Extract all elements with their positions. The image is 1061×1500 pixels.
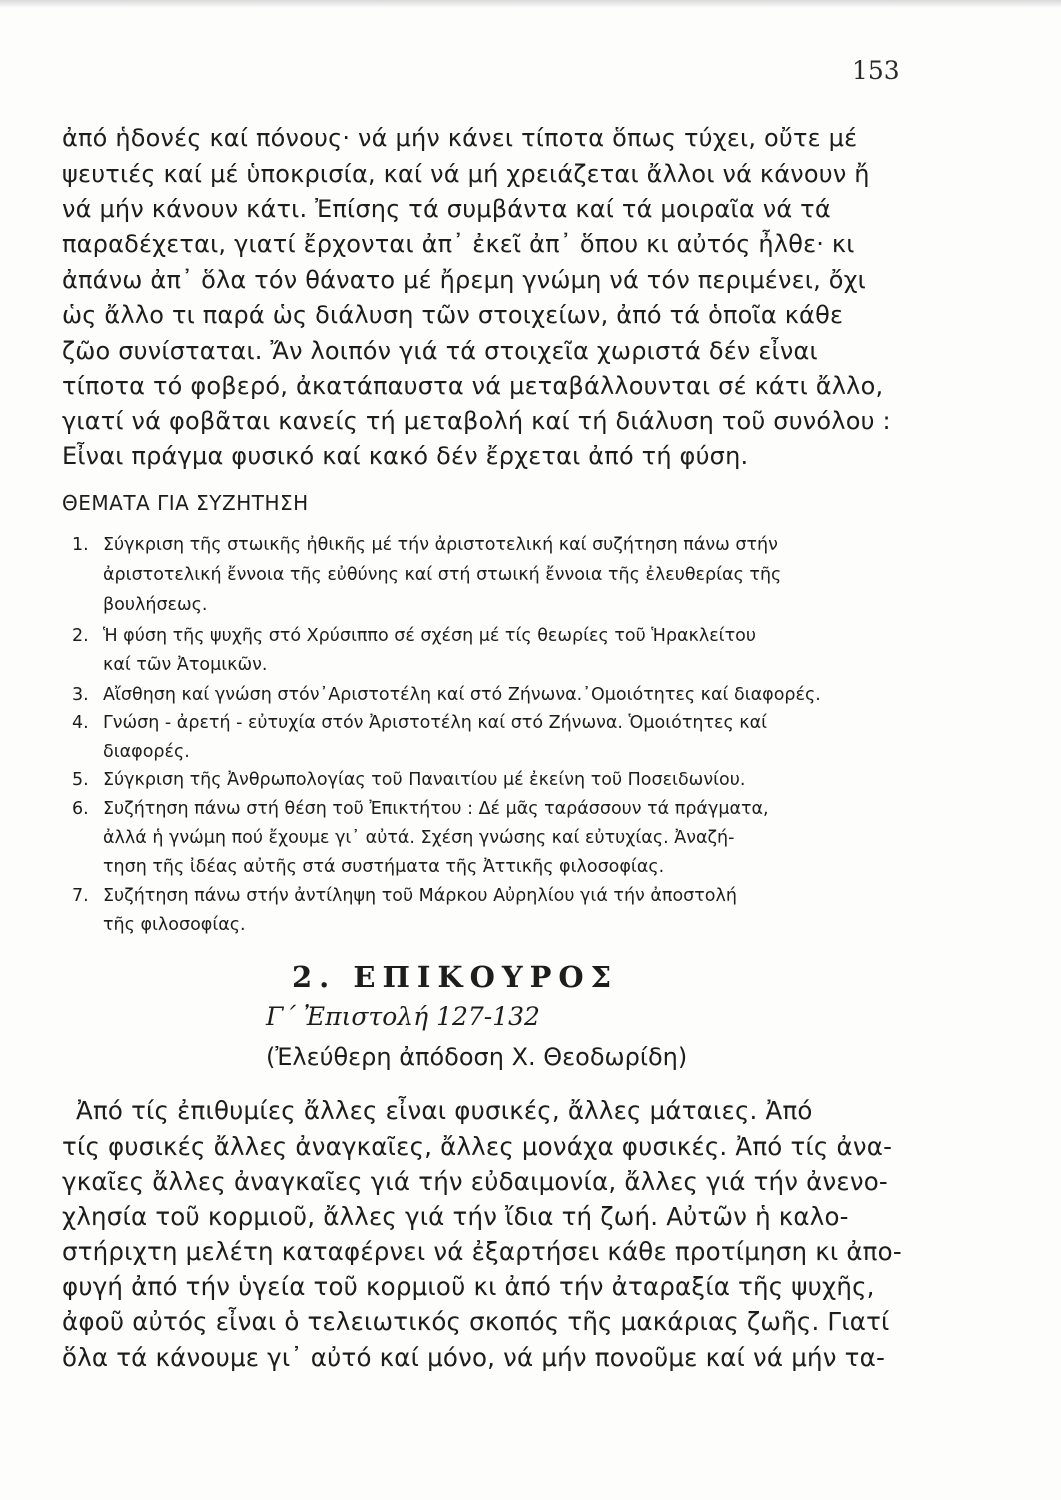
topic-line: Γνώση - ἀρετή - εὐτυχία στόν Ἀριστοτέλη καί στό Ζήνωνα. Ὁμοιότητες καί	[103, 713, 768, 733]
topic-number: 6.	[72, 799, 89, 819]
text-line: ὡς ἄλλο τι παρά ὡς διάλυση τῶν στοιχείων, ἀπό τά ὁποῖα κάθε	[62, 301, 844, 329]
text-line: νά μήν κάνουν κάτι. Ἐπίσης τά συμβάντα καί τά μοιραῖα νά τά	[62, 195, 831, 223]
text-line: ὅλα τά κάνουμε γι᾽ αὐτό καί μόνο, νά μήν πονοῦμε καί νά μήν τα-	[62, 1343, 885, 1372]
text-line: στήριχτη μελέτη καταφέρνει νά ἐξαρτήσει κάθε προτίμηση κι ἀπο-	[62, 1237, 902, 1266]
topic-number: 7.	[72, 886, 89, 906]
topic-line: τηση τῆς ἰδέας αὐτῆς στά συστήματα τῆς Ἀττικῆς φιλοσοφίας.	[103, 857, 665, 877]
section-subtitle: Γ´ Ἐπιστολή 127-132	[266, 1002, 540, 1031]
text-line: γκαῖες ἄλλες ἀναγκαῖες γιά τήν εὐδαιμονία, ἄλλες γιά τήν ἀνενο-	[62, 1167, 888, 1196]
text-line: γιατί νά φοβᾶται κανείς τή μεταβολή καί τή διάλυση τοῦ συνόλου :	[62, 407, 891, 435]
topic-line: Σύγκριση τῆς Ἀνθρωπολογίας τοῦ Παναιτίου μέ ἐκείνη τοῦ Ποσειδωνίου.	[103, 770, 746, 790]
text-line: τίς φυσικές ἄλλες ἀναγκαῖες, ἄλλες μονάχα φυσικές. Ἀπό τίς ἀνα-	[62, 1132, 893, 1161]
text-line: Εἶναι πράγμα φυσικό καί κακό δέν ἔρχεται ἀπό τή φύση.	[62, 442, 749, 470]
topic-number: 5.	[72, 770, 89, 790]
topic-number: 1.	[72, 535, 89, 555]
topic-number: 4.	[72, 713, 89, 733]
topic-line: τῆς φιλοσοφίας.	[103, 915, 246, 935]
discussion-heading: ΘΕΜΑΤΑ ΓΙΑ ΣΥΖΗΤΗΣΗ	[62, 491, 309, 515]
topic-number: 2.	[72, 626, 89, 646]
topic-line: καί τῶν Ἀτομικῶν.	[103, 655, 268, 675]
text-line: ἀφοῦ αὐτός εἶναι ὁ τελειωτικός σκοπός τῆς μακάριας ζωῆς. Γιατί	[62, 1307, 890, 1336]
text-line: ζῶο συνίσταται. Ἄν λοιπόν γιά τά στοιχεῖα χωριστά δέν εἶναι	[62, 337, 818, 365]
section-title: 2. ΕΠΙΚΟΥΡΟΣ	[292, 960, 619, 994]
text-line: παραδέχεται, γιατί ἔρχονται ἀπ᾽ ἐκεῖ ἀπ᾽ ὅπου κι αὐτός ἦλθε· κι	[62, 230, 855, 258]
text-line: τίποτα τό φοβερό, ἀκατάπαυστα νά μεταβάλλουνται σέ κάτι ἄλλο,	[62, 372, 884, 400]
topic-number: 3.	[72, 685, 89, 705]
topic-line: ἀλλά ἡ γνώμη πού ἔχουμε γι᾽ αὐτά. Σχέση γνώσης καί εὐτυχίας. Ἀναζή-	[103, 828, 735, 848]
topic-line: διαφορές.	[103, 742, 190, 762]
topic-line: Συζήτηση πάνω στήν ἀντίληψη τοῦ Μάρκου Αὐρηλίου γιά τήν ἀποστολή	[103, 886, 737, 906]
topic-line: Αἴσθηση καί γνώση στόν᾽Αριστοτέλη καί στό Ζήνωνα.᾽Ομοιότητες καί διαφορές.	[103, 685, 821, 705]
topic-line: Ἡ φύση τῆς ψυχῆς στό Χρύσιππο σέ σχέση μέ τίς θεωρίες τοῦ Ἡρακλείτου	[103, 626, 756, 646]
page-number: 153	[852, 56, 900, 85]
page-edge-shadow	[0, 0, 1061, 8]
topic-line: ἀριστοτελική ἔννοια τῆς εὐθύνης καί στή στωική ἔννοια τῆς ἐλευθερίας τῆς	[103, 565, 782, 585]
topic-line: βουλήσεως.	[103, 595, 208, 615]
topic-line: Σύγκριση τῆς στωικῆς ἠθικῆς μέ τήν ἀριστοτελική καί συζήτηση πάνω στήν	[103, 535, 778, 555]
text-line: ψευτιές καί μέ ὑποκρισία, καί νά μή χρειάζεται ἄλλοι νά κάνουν ἤ	[62, 160, 870, 188]
text-line: χλησία τοῦ κορμιοῦ, ἄλλες γιά τήν ἴδια τή ζωή. Αὐτῶν ἡ καλο-	[62, 1202, 849, 1231]
text-line: ἀπό ἡδονές καί πόνους· νά μήν κάνει τίποτα ὅπως τύχει, οὔτε μέ	[62, 124, 858, 152]
translation-note: (Ἐλεύθερη ἀπόδοση Χ. Θεοδωρίδη)	[266, 1043, 688, 1071]
text-line: Ἀπό τίς ἐπιθυμίες ἄλλες εἶναι φυσικές, ἄλλες μάταιες. Ἀπό	[76, 1096, 813, 1125]
text-line: ἀπάνω ἀπ᾽ ὅλα τόν θάνατο μέ ἤρεμη γνώμη νά τόν περιμένει, ὄχι	[62, 266, 867, 294]
topic-line: Συζήτηση πάνω στή θέση τοῦ Ἐπικτήτου : Δέ μᾶς ταράσσουν τά πράγματα,	[103, 799, 769, 819]
text-line: φυγή ἀπό τήν ὑγεία τοῦ κορμιοῦ κι ἀπό τήν ἀταραξία τῆς ψυχῆς,	[62, 1272, 875, 1301]
